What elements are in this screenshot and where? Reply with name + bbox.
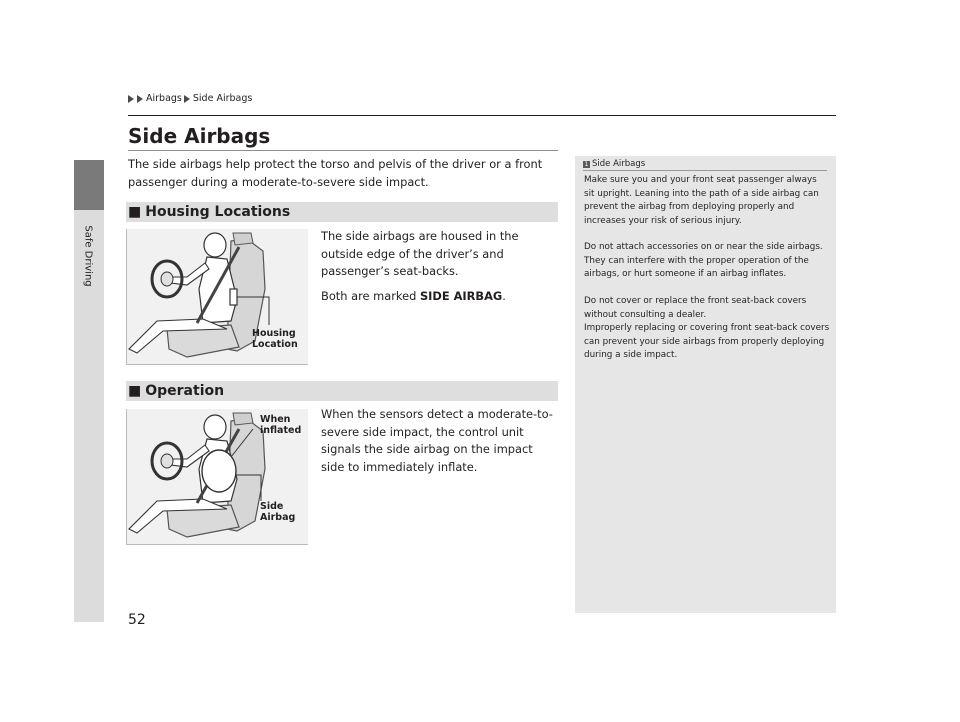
sidebar-paragraph-2: Do not attach accessories on or near the side airbags. They can interfere with the proper operation of the airbags, or hurt someone if an airbag inflates.	[584, 242, 823, 279]
breadcrumb-item-airbags[interactable]: Airbags	[146, 93, 182, 104]
callout-housing-line2: Location	[252, 339, 298, 350]
intro-paragraph: The side airbags help protect the torso and pelvis of the driver or a front passenger during a moderate-to-severe side impact.	[128, 157, 543, 189]
housing-marking-suffix: .	[502, 289, 506, 303]
sidebar-paragraph-3b: Improperly replacing or covering front seat-back covers can prevent your side airbags from properly deploying during a side impact.	[584, 323, 830, 360]
breadcrumb-arrow-icon	[137, 95, 143, 103]
section-heading-housing	[126, 202, 558, 222]
callout-side-line1: Side	[260, 501, 284, 512]
housing-marking-note	[321, 288, 559, 306]
page-number: 52	[128, 612, 146, 628]
callout-side-airbag	[260, 501, 295, 523]
callout-housing-location	[252, 328, 298, 350]
sidebar-note-header	[583, 159, 645, 169]
section-tab-marker	[74, 160, 104, 210]
sidebar-rule	[583, 170, 827, 171]
housing-marking-prefix: Both are marked	[321, 289, 420, 303]
sidebar-paragraph-3a: Do not cover or replace the front seat-back covers without consulting a dealer.	[584, 296, 807, 320]
callout-side-line2: Airbag	[260, 512, 296, 523]
sidebar-paragraph-1: Make sure you and your front seat passenger always sit upright. Leaning into the path of a side airbag can prevent the airbag from deploying properly and increases your risk of serious injury.	[584, 175, 819, 226]
breadcrumb-item-side-airbags[interactable]: Side Airbags	[192, 93, 253, 104]
section-heading-operation	[126, 381, 558, 401]
callout-when-inflated	[260, 414, 301, 436]
section-heading-operation-label: Operation	[145, 383, 225, 399]
callout-housing-line1: Housing	[252, 328, 296, 339]
callout-when-line2: inflated	[260, 425, 302, 436]
section-heading-housing-label: Housing Locations	[145, 204, 291, 220]
section-tab-label: Safe Driving	[82, 225, 94, 287]
sidebar-paragraph-3	[584, 295, 830, 363]
square-bullet-icon: ■	[128, 383, 142, 399]
header-rule	[128, 115, 836, 116]
breadcrumb-arrow-icon	[184, 95, 190, 103]
title-rule	[128, 150, 558, 151]
breadcrumb	[128, 93, 252, 104]
housing-description: The side airbags are housed in the outside edge of the driver’s and passenger’s seat-backs.	[321, 229, 519, 278]
callout-when-line1: When	[260, 414, 291, 425]
housing-marking-label: SIDE AIRBAG	[419, 289, 503, 303]
breadcrumb-arrow-icon	[128, 95, 134, 103]
operation-description: When the sensors detect a moderate-to-severe side impact, the control unit signals the side airbag on the impact side to immediately inflate.	[321, 407, 553, 474]
reference-number-icon: 1	[584, 160, 589, 168]
square-bullet-icon: ■	[128, 204, 142, 220]
page-title: Side Airbags	[128, 124, 271, 148]
sidebar-note-title: Side Airbags	[592, 159, 646, 169]
